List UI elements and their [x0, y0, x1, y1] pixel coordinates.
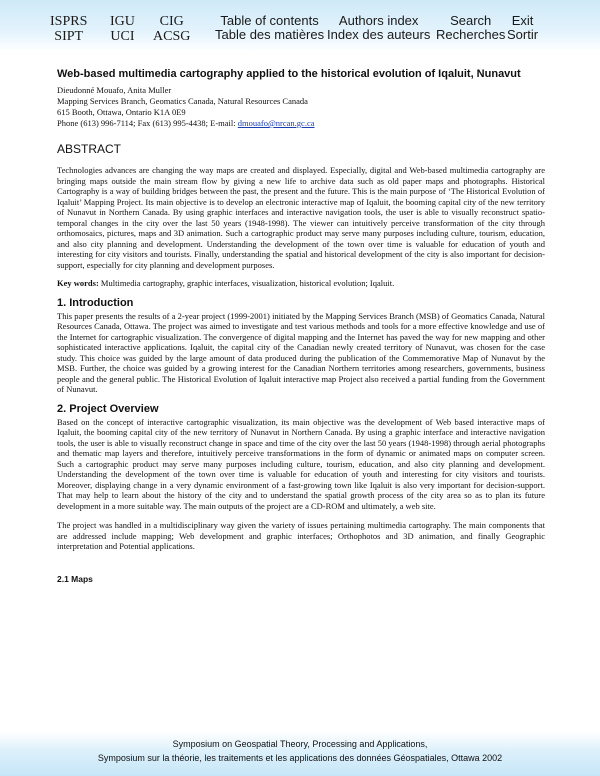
contact-phone-fax: Phone (613) 996-7114; Fax (613) 995-4438; E-mail:	[57, 118, 238, 128]
nav-table-of-contents-link[interactable]	[215, 14, 324, 42]
contact-line	[57, 118, 545, 129]
section-introduction-text: This paper presents the results of a 2-year project (1999-2001) initiated by the Mapping Services Branch (MSB) of Geomatics Canada, Natural Resources Canada, Ottawa. The project was aimed to investigate and test various methods and tools for a more effective knowledge and use of the Internet for cartographic visualization. The convergence of digital mapping and the Internet has paved the way for new mapping and other sophisticated interactive applications. Iqaluit, the capital city of the Canadian newly created territory of Nunavut, was chosen for the case study. This choice was guided by the large amount of data produced during the publication of the Commemorative Map of Nunavut by the MSB. Further, the choice was guided by a growing interest for the Canadian Northern territories among researchers, governments, business people and the general public. The Historical Evolution of Iqaluit interactive map Project also received a partial funding from the Government of Nunavut.	[57, 310, 545, 394]
nav-acsg-label: ACSG	[153, 29, 191, 44]
section-project-overview-heading: 2. Project Overview	[57, 402, 159, 415]
nav-exit-fr-label: Sortir	[507, 27, 539, 42]
footer	[0, 732, 600, 776]
keywords	[57, 278, 545, 289]
keywords-label: Key words:	[57, 278, 99, 288]
nav-sipt-label: SIPT	[54, 29, 84, 44]
authors: Dieudonné Mouafo, Anita Muller	[57, 85, 172, 95]
section-project-overview-text-1: Based on the concept of interactive cartographic visualization, its main objective was the development of Web based interactive maps of Iqaluit, the booming capital city of the new territory of Nunavut in Northern Canada. By using a graphic interface and interactive navigation tools, the user is able to visually reconstruct change in space and time of the city over the last 50 years (1948-1998) through aerial photographs and thematic map layers and therefore, intuitively perceive transformations in the form of dynamic or animated maps on computer screen. Such a cartographic product may serve many purposes including culture, tourism, education, and also city planning and development. Understanding the development of the town over time is valuable for education of youth and interesting for city visitors and tourists. Moreover, displaying change in a very dynamic environment of a fast-growing town like Iqaluit is also very important for decision-support. That may help to learn about the history of the city and to understand the spatial growth process of the city area so as to plan its future development in a more suitable way. The main outputs of the project are a CD-ROM and ultimately, a web site.	[57, 416, 545, 511]
nav-authors-index-link[interactable]	[327, 14, 430, 42]
nav-exit-link[interactable]	[507, 14, 538, 42]
abstract-text: Technologies advances are changing the way maps are created and displayed. Especially, digital and Web-based multimedia cartography are bringing maps outside the main stream flow by giving a new life to archive data such as old paper maps and photographs. Historical Cartography is a way of building bridges between the past, the present and the future. This is the main purpose of ‘The Historical Evolution of Iqaluit’ Mapping Project. Its main objective is to develop an electronic interactive map of Iqaluit, the booming capital city of the new territory of Nunavut in Northern Canada. By using graphic interfaces and interactive navigation tools, the user is able to visually reconstruct spatio-temporal changes in the city over the last 50 years (1948-1998). The viewer can intuitively perceive transformation of the city through orthomosaics, pictures, maps and 3D animation. Such a cartographic product may serve many purposes including culture, tourism, education, and also city planning and development. Understanding the development of the town over time is valuable for education of youth and interesting for city visitors and tourists. Finally, understanding the spatial and historical development of the city is also important for decision-support, especially for city planning and development purposes.	[57, 165, 545, 270]
nav-search-label: Search	[450, 13, 492, 28]
nav-search-link[interactable]	[436, 14, 505, 42]
abstract-heading: ABSTRACT	[57, 142, 122, 156]
nav-exit-label: Exit	[511, 13, 534, 28]
nav-authors-fr-label: Index des auteurs	[327, 27, 431, 42]
nav-isprs-label: ISPRS	[50, 14, 88, 29]
keywords-text: Multimedia cartography, graphic interfaces, visualization, historical evolution; Iqaluit.	[98, 278, 395, 288]
nav-igu-label: IGU	[110, 14, 135, 29]
navigation-bar	[0, 0, 600, 52]
footer-line-2: Symposium sur la théorie, les traitements et les applications des données Géospatiales, Ottawa 2002	[97, 753, 503, 763]
paper-body	[57, 68, 545, 584]
nav-authors-label: Authors index	[338, 13, 419, 28]
nav-isprs-link[interactable]	[50, 14, 87, 44]
nav-cig-link[interactable]	[153, 14, 190, 44]
nav-toc-fr-label: Table des matières	[215, 27, 325, 42]
nav-toc-label: Table of contents	[220, 13, 319, 28]
section-maps-heading: 2.1 Maps	[57, 573, 93, 584]
nav-uci-label: UCI	[110, 29, 135, 44]
paper-title: Web-based multimedia cartography applied to the historical evolution of Iqaluit, Nunavut	[57, 68, 521, 80]
nav-igu-link[interactable]	[110, 14, 135, 44]
footer-line-1: Symposium on Geospatial Theory, Processing and Applications,	[172, 739, 428, 749]
address: 615 Booth, Ottawa, Ontario K1A 0E9	[57, 107, 186, 117]
section-project-overview-text-2: The project was handled in a multidisciplinary way given the variety of issues pertaining multimedia cartography. The main components that are addressed include mapping; Web development and graphic interfaces; Orthophotos and 3D animation, and finally Geographic interpretation and Potential applications.	[57, 520, 545, 551]
affiliation: Mapping Services Branch, Geomatics Canada, Natural Resources Canada	[57, 96, 308, 106]
nav-cig-label: CIG	[159, 14, 184, 29]
section-introduction-heading: 1. Introduction	[57, 296, 134, 309]
nav-search-fr-label: Recherches	[436, 27, 506, 42]
email-link[interactable]: dmouafo@nrcan.gc.ca	[237, 118, 315, 128]
